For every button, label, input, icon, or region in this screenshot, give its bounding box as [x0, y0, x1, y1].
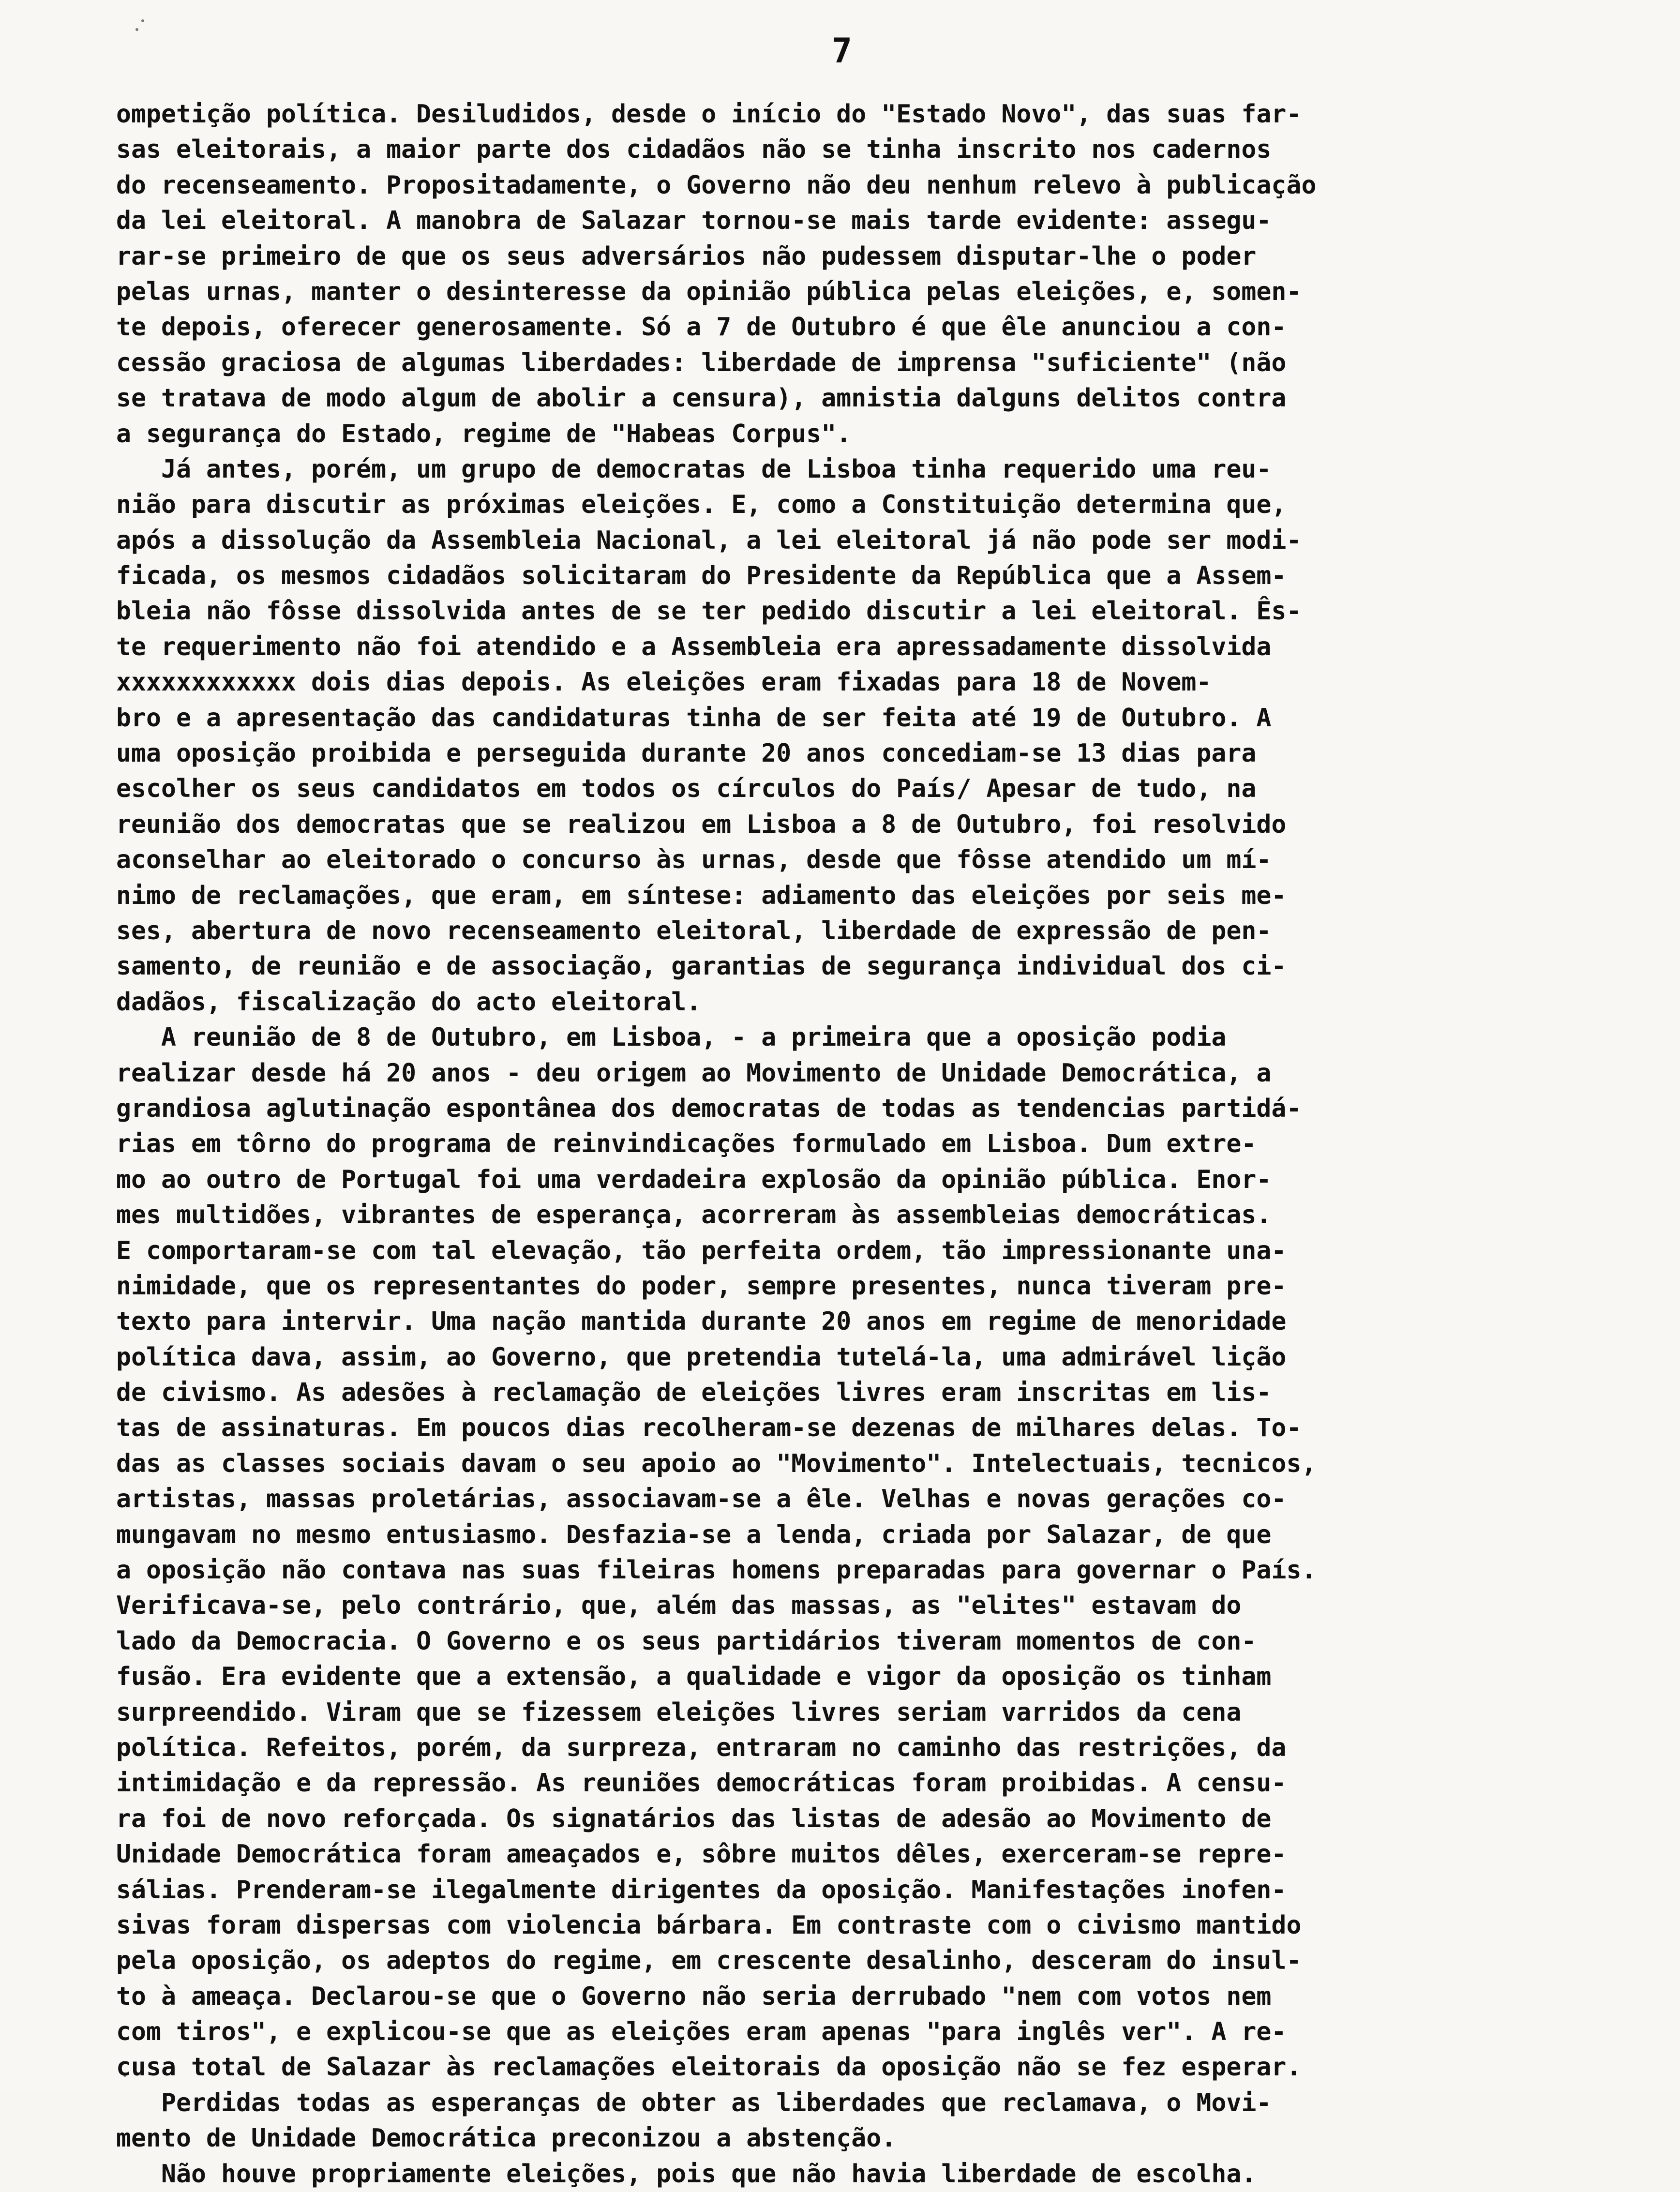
text-line: samento, de reunião e de associação, garantias de segurança individual dos ci- — [116, 952, 1287, 981]
text-line: sas eleitorais, a maior parte dos cidadãos não se tinha inscrito nos cadernos — [116, 135, 1272, 165]
text-line: Perdidas todas as esperanças de obter as liberdades que reclamava, o Movi- — [116, 2088, 1272, 2117]
text-line: ompetição política. Desiludidos, desde o início do "Estado Novo", das suas far- — [116, 100, 1302, 129]
text-line: a segurança do Estado, regime de "Habeas Corpus". — [116, 419, 852, 449]
text-line: da lei eleitoral. A manobra de Salazar tornou-se mais tarde evidente: assegu- — [116, 206, 1272, 236]
text-line: nião para discutir as próximas eleições. E, como a Constituição determina que, — [116, 490, 1287, 520]
text-line: sivas foram dispersas com violencia bárbara. Em contraste com o civismo mantido — [116, 1910, 1302, 1940]
text-line: rias em tôrno do programa de reinvindicações formulado em Lisboa. Dum extre- — [116, 1129, 1257, 1159]
text-line: ses, abertura de novo recenseamento eleitoral, liberdade de expressão de pen- — [116, 916, 1272, 946]
text-line: pela oposição, os adeptos do regime, em crescente desalinho, desceram do insul- — [116, 1946, 1302, 1976]
text-line: nimidade, que os representantes do poder, sempre presentes, nunca tiveram pre- — [116, 1271, 1287, 1301]
text-line: tas de assinaturas. Em poucos dias recolheram-se dezenas de milhares delas. To- — [116, 1413, 1302, 1443]
text-line: cusa total de Salazar às reclamações eleitorais da oposição não se fez esperar. — [116, 2053, 1302, 2082]
paper-speck — [135, 28, 138, 31]
text-line: pelas urnas, manter o desinteresse da opinião pública pelas eleições, e, somen- — [116, 277, 1302, 306]
text-line: Já antes, porém, um grupo de democratas de Lisboa tinha requerido uma reu- — [116, 454, 1272, 484]
text-line: uma oposição proibida e perseguida durante 20 anos concediam-se 13 dias para — [116, 739, 1257, 768]
text-line: A reunião de 8 de Outubro, em Lisboa, - a primeira que a oposição podia — [116, 1023, 1227, 1052]
text-line: realizar desde há 20 anos - deu origem ao Movimento de Unidade Democrática, a — [116, 1058, 1272, 1088]
text-line: rar-se primeiro de que os seus adversários não pudessem disputar-lhe o poder — [116, 241, 1257, 271]
text-line: to à ameaça. Declarou-se que o Governo não seria derrubado "nem com votos nem — [116, 1982, 1272, 2011]
text-line: dadãos, fiscalização do acto eleitoral. — [116, 987, 702, 1017]
text-line: texto para intervir. Uma nação mantida durante 20 anos em regime de menoridade — [116, 1307, 1287, 1336]
text-line: E comportaram-se com tal elevação, tão perfeita ordem, tão impressionante una- — [116, 1236, 1287, 1265]
text-line: te requerimento não foi atendido e a Assembleia era apressadamente dissolvida — [116, 632, 1272, 661]
text-line: aconselhar ao eleitorado o concurso às urnas, desde que fôsse atendido um mí- — [116, 845, 1272, 875]
text-line: após a dissolução da Assembleia Nacional, a lei eleitoral já não pode ser modi- — [116, 525, 1302, 555]
text-line: xxxxxxxxxxxx dois dias depois. As eleições eram fixadas para 18 de Novem- — [116, 668, 1212, 697]
body-text — [116, 97, 1645, 2192]
text-line: artistas, massas proletárias, associavam-se a êle. Velhas e novas gerações co- — [116, 1485, 1287, 1514]
text-line: intimidação e da repressão. As reuniões democráticas foram proibidas. A censu- — [116, 1769, 1287, 1798]
text-line: a oposição não contava nas suas fileiras homens preparadas para governar o País. — [116, 1556, 1317, 1585]
text-line: cessão graciosa de algumas liberdades: liberdade de imprensa "suficiente" (não — [116, 348, 1287, 377]
text-line: escolher os seus candidatos em todos os círculos do País/ Apesar de tudo, na — [116, 774, 1257, 804]
text-line: ficada, os mesmos cidadãos solicitaram do Presidente da República que a Assem- — [116, 561, 1287, 591]
text-line: Não houve propriamente eleições, pois que não havia liberdade de escolha. — [116, 2159, 1257, 2189]
text-line: ra foi de novo reforçada. Os signatários das listas de adesão ao Movimento de — [116, 1804, 1272, 1833]
text-line: grandiosa aglutinação espontânea dos democratas de todas as tendencias partidá- — [116, 1094, 1302, 1123]
paper-speck — [141, 19, 144, 22]
text-line: sálias. Prenderam-se ilegalmente dirigentes da oposição. Manifestações inofen- — [116, 1875, 1287, 1905]
text-line: com tiros", e explicou-se que as eleições eram apenas "para inglês ver". A re- — [116, 2017, 1287, 2047]
text-line: política dava, assim, ao Governo, que pretendia tutelá-la, uma admirável lição — [116, 1342, 1287, 1372]
text-line: mento de Unidade Democrática preconizou a abstenção. — [116, 2124, 897, 2153]
text-line: fusão. Era evidente que a extensão, a qualidade e vigor da oposição os tinham — [116, 1662, 1272, 1692]
page-number: 7 — [831, 31, 853, 71]
text-line: lado da Democracia. O Governo e os seus partidários tiveram momentos de con- — [116, 1626, 1257, 1656]
text-line: mo ao outro de Portugal foi uma verdadeira explosão da opinião pública. Enor- — [116, 1165, 1272, 1194]
text-line: bleia não fôsse dissolvida antes de se ter pedido discutir a lei eleitoral. Ês- — [116, 597, 1302, 626]
text-line: mes multidões, vibrantes de esperança, acorreram às assembleias democráticas. — [116, 1201, 1272, 1230]
text-line: de civismo. As adesões à reclamação de eleições livres eram inscritas em lis- — [116, 1378, 1272, 1408]
text-line: mungavam no mesmo entusiasmo. Desfazia-se a lenda, criada por Salazar, de que — [116, 1520, 1272, 1549]
text-line: política. Refeitos, porém, da surpreza, entraram no caminho das restrições, da — [116, 1733, 1287, 1762]
text-line: surpreendido. Viram que se fizessem eleições livres seriam varridos da cena — [116, 1697, 1242, 1727]
text-line: das as classes sociais davam o seu apoio ao "Movimento". Intelectuais, tecnicos, — [116, 1449, 1317, 1478]
text-line: reunião dos democratas que se realizou em Lisboa a 8 de Outubro, foi resolvido — [116, 810, 1287, 839]
text-line: te depois, oferecer generosamente. Só a 7 de Outubro é que êle anunciou a con- — [116, 313, 1287, 342]
text-line: Unidade Democrática foram ameaçados e, sôbre muitos dêles, exerceram-se repre- — [116, 1840, 1287, 1869]
text-line: bro e a apresentação das candidaturas tinha de ser feita até 19 de Outubro. A — [116, 703, 1272, 733]
text-line: Verificava-se, pelo contrário, que, além das massas, as "elites" estavam do — [116, 1591, 1242, 1621]
text-line: do recenseamento. Propositadamente, o Governo não deu nenhum relevo à publicação — [116, 170, 1317, 200]
text-line: nimo de reclamações, que eram, em síntese: adiamento das eleições por seis me- — [116, 881, 1287, 910]
text-line: se tratava de modo algum de abolir a censura), amnistia dalguns delitos contra — [116, 384, 1287, 413]
